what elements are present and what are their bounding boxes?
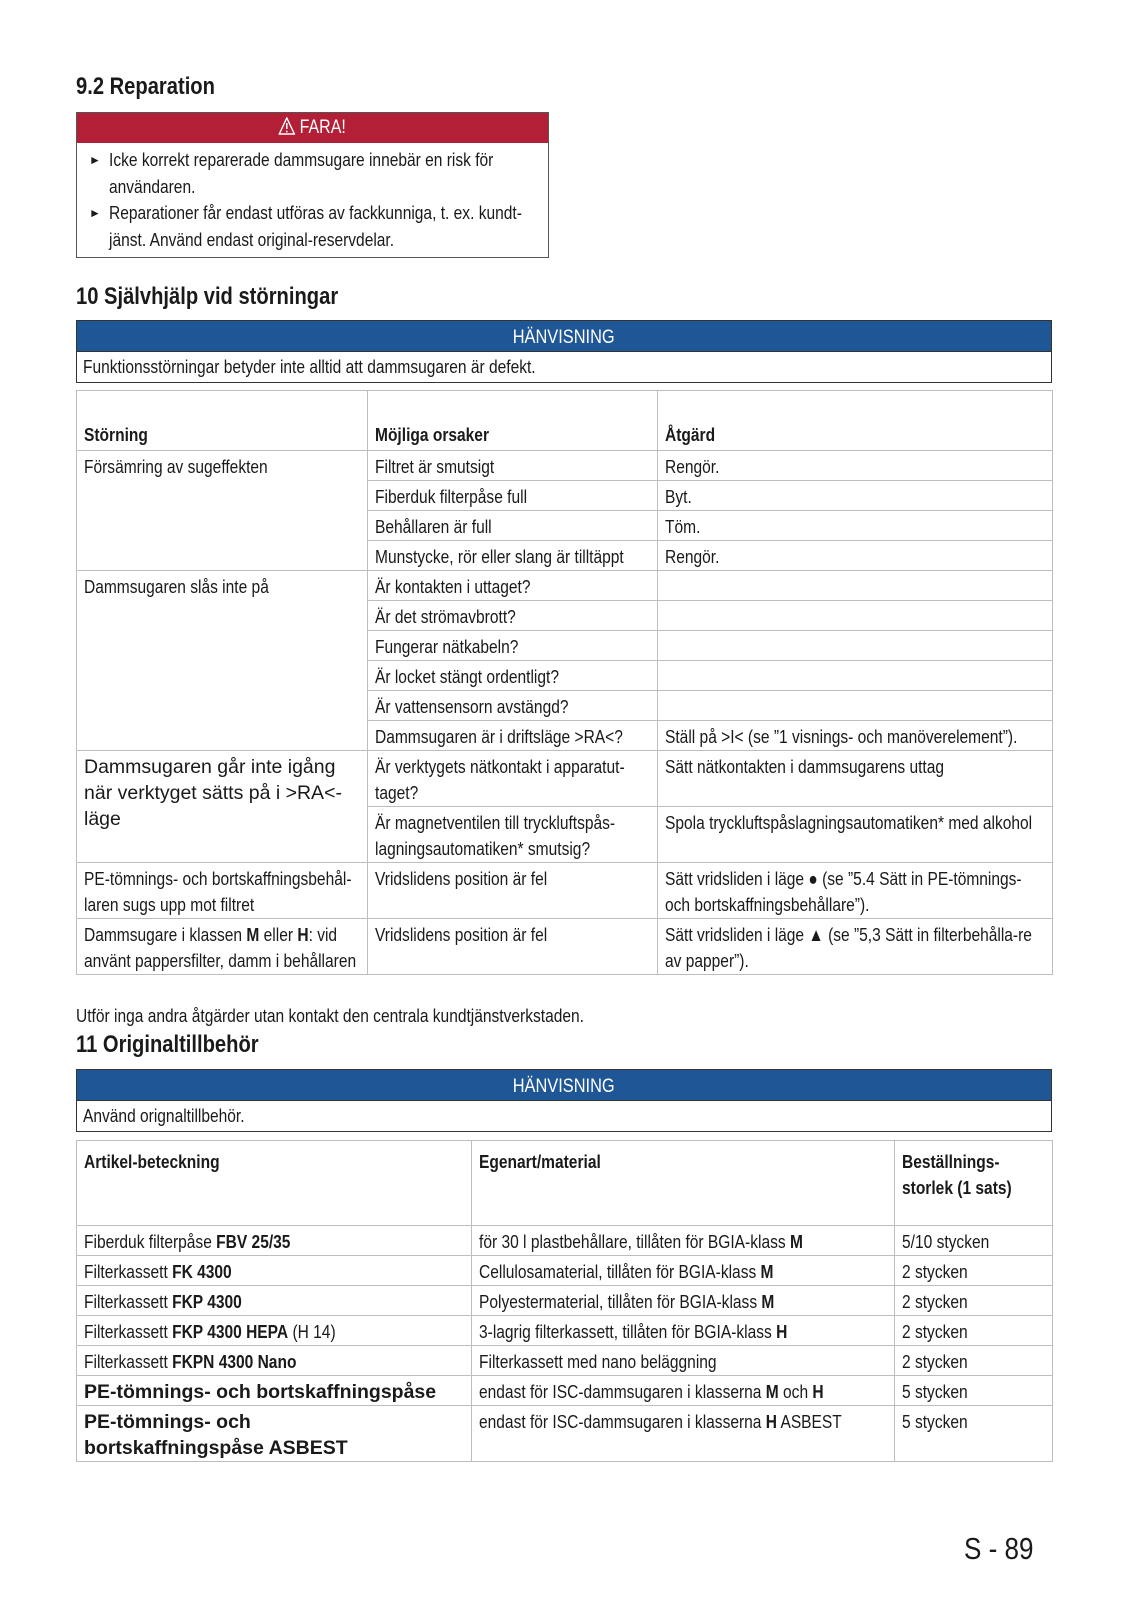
- notice-text: Använd orignaltillbehör.: [77, 1100, 1051, 1131]
- table-row: Munstycke, rör eller slang är tilltäppt Rengör.: [77, 541, 1053, 571]
- section-heading-10: 10 Självhjälp vid störningar: [76, 283, 339, 310]
- table-row: Fungerar nätkabeln?: [77, 631, 1053, 661]
- table-row: PE-tömnings- och bortskaffningspåse ASBEST endast för ISC-dammsugaren i klasserna H ASBEST 5 stycken: [77, 1406, 1053, 1462]
- table-row: Dammsugare i klassen M eller H: vid använt pappersfilter, damm i behållaren Vridslidens position är fel Sätt vridsliden i läge ▲ (se ”5,3 Sätt in filterbehålla-re av papper”).: [77, 919, 1053, 975]
- notice-text: Funktionsstörningar betyder inte alltid att dammsugaren är defekt.: [77, 351, 1051, 382]
- table-row: Är det strömavbrott?: [77, 601, 1053, 631]
- warning-triangle-icon: [279, 117, 296, 135]
- table-row: Filterkassett FKP 4300 Polyestermaterial, tillåten för BGIA-klass M 2 stycken: [77, 1286, 1053, 1316]
- fault-cell: PE-tömnings- och bortskaffningsbehål-laren sugs upp mot filtret: [77, 863, 368, 919]
- table-row: Dammsugaren slås inte på Är kontakten i uttaget?: [77, 571, 1053, 601]
- table-header-row: Störning Möjliga orsaker Åtgärd: [77, 391, 1053, 451]
- table-row: Filterkassett FKP 4300 HEPA (H 14) 3-lagrig filterkassett, tillåten för BGIA-klass H 2 stycken: [77, 1316, 1053, 1346]
- table-row: Behållaren är full Töm.: [77, 511, 1053, 541]
- danger-title: FARA!: [300, 117, 347, 138]
- bullet-arrow-icon: ►: [89, 206, 101, 220]
- table-row: Filterkassett FK 4300 Cellulosamaterial, tillåten för BGIA-klass M 2 stycken: [77, 1256, 1053, 1286]
- table-row: Fiberduk filterpåse FBV 25/35 för 30 l plastbehållare, tillåten för BGIA-klass M 5/10 stycken: [77, 1226, 1053, 1256]
- danger-bullet: ► Reparationer får endast utföras av fackkunniga, t. ex. kundt-jänst. Använd endast original-reservdelar.: [89, 202, 522, 250]
- notice-header: HÄNVISNING: [77, 321, 1051, 351]
- service-note: Utför inga andra åtgärder utan kontakt den centrala kundtjänstverkstaden.: [76, 1005, 584, 1026]
- fault-cell: Dammsugaren går inte igång när verktyget sätts på i >RA<-läge: [77, 751, 368, 863]
- notice-box-troubleshooting: [76, 320, 1052, 383]
- danger-box: [76, 112, 549, 258]
- notice-header: HÄNVISNING: [77, 1070, 1051, 1100]
- danger-bullet: ► Icke korrekt reparerade dammsugare innebär en risk för användaren.: [89, 149, 494, 197]
- bullet-arrow-icon: ►: [89, 153, 101, 167]
- section-heading-9-2: 9.2 Reparation: [76, 73, 215, 100]
- table-row: Är vattensensorn avstängd?: [77, 691, 1053, 721]
- table-row: PE-tömnings- och bortskaffningsbehål-laren sugs upp mot filtret Vridslidens position är fel Sätt vridsliden i läge ● (se ”5.4 Sätt in PE-tömnings- och bortskaffningsbehållare”).: [77, 863, 1053, 919]
- table-header-row: Artikel-beteckning Egenart/material Beställnings-storlek (1 sats): [77, 1141, 1053, 1226]
- table-row: Är magnetventilen till tryckluftspås-lagningsautomatiken* smutsig? Spola tryckluftspåslagningsautomatiken* med alkohol: [77, 807, 1053, 863]
- notice-box-accessories: [76, 1069, 1052, 1132]
- accessories-table: [76, 1140, 1053, 1462]
- table-row: Är locket stängt ordentligt?: [77, 661, 1053, 691]
- table-row: Dammsugaren går inte igång när verktyget sätts på i >RA<-läge Är verktygets nätkontakt i apparatut-taget? Sätt nätkontakten i dammsugarens uttag: [77, 751, 1053, 807]
- table-row: Fiberduk filterpåse full Byt.: [77, 481, 1053, 511]
- fault-cell: Försämring av sugeffekten: [77, 451, 368, 571]
- table-row: Dammsugaren är i driftsläge >RA<? Ställ på >I< (se ”1 visnings- och manöverelement”).: [77, 721, 1053, 751]
- page-number: S - 89: [964, 1531, 1034, 1566]
- table-row: PE-tömnings- och bortskaffningspåse endast för ISC-dammsugaren i klasserna M och H 5 stycken: [77, 1376, 1053, 1406]
- fault-cell: Dammsugaren slås inte på: [77, 571, 368, 751]
- fault-cell: Dammsugare i klassen M eller H: vid använt pappersfilter, damm i behållaren: [77, 919, 368, 975]
- section-heading-11: 11 Originaltillbehör: [76, 1031, 259, 1058]
- danger-header: [77, 113, 548, 143]
- danger-body: [77, 143, 548, 257]
- troubleshooting-table: [76, 390, 1053, 975]
- table-row: Försämring av sugeffekten Filtret är smutsigt Rengör.: [77, 451, 1053, 481]
- table-row: Filterkassett FKPN 4300 Nano Filterkassett med nano beläggning 2 stycken: [77, 1346, 1053, 1376]
